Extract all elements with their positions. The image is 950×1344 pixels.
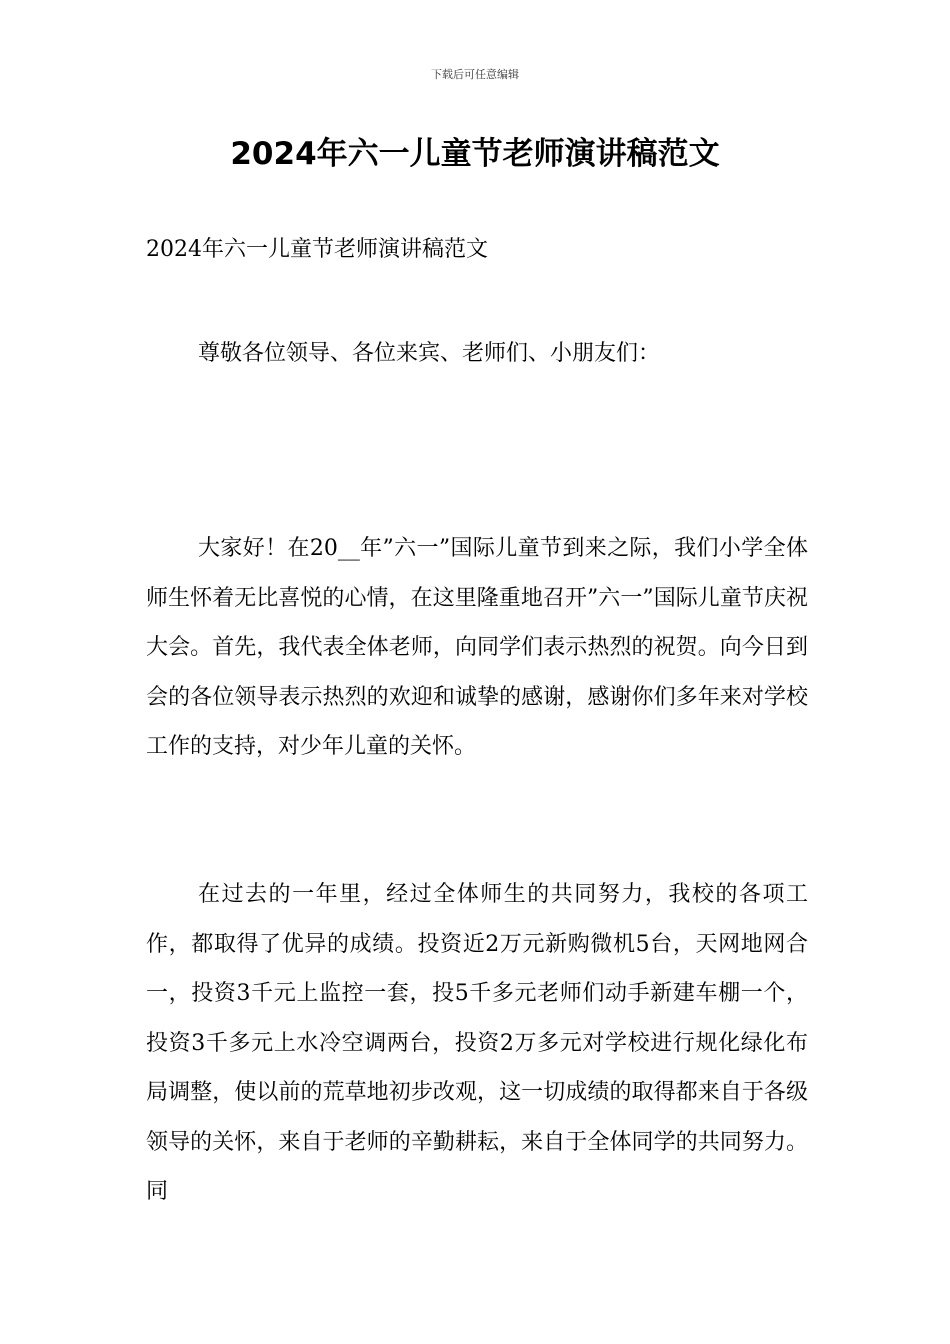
greeting-line: 尊敬各位领导、各位来宾、老师们、小朋友们： <box>198 341 661 366</box>
document-subtitle: 2024年六一儿童节老师演讲稿范文 <box>146 237 488 262</box>
header-note: 下载后可任意编辑 <box>431 68 519 81</box>
body-paragraph: 在过去的一年里，经过全体师生的共同努力，我校的各项工作，都取得了优异的成绩。投资近2万元新购微机5台，天网地网合一，投资3千元上监控一套，投5千多元老师们动手新建车棚一个，投资3千多元上水冷空调两台，投资2万多元对学校进行规化绿化布局调整，使以前的荒草地初步改观，这一切成绩的取得都来自于各级领导的关怀，来自于老师的辛勤耕耘，来自于全体同学的共同努力。同 <box>146 882 808 1204</box>
document-title: 2024年六一儿童节老师演讲稿范文 <box>230 136 720 172</box>
body-paragraph: 大家好！在20__年”六一”国际儿童节到来之际，我们小学全体师生怀着无比喜悦的心情，在这里隆重地召开”六一”国际儿童节庆祝大会。首先，我代表全体老师，向同学们表示热烈的祝贺。向今日到会的各位领导表示热烈的欢迎和诚挚的感谢，感谢你们多年来对学校工作的支持，对少年儿童的关怀。 <box>146 536 808 759</box>
